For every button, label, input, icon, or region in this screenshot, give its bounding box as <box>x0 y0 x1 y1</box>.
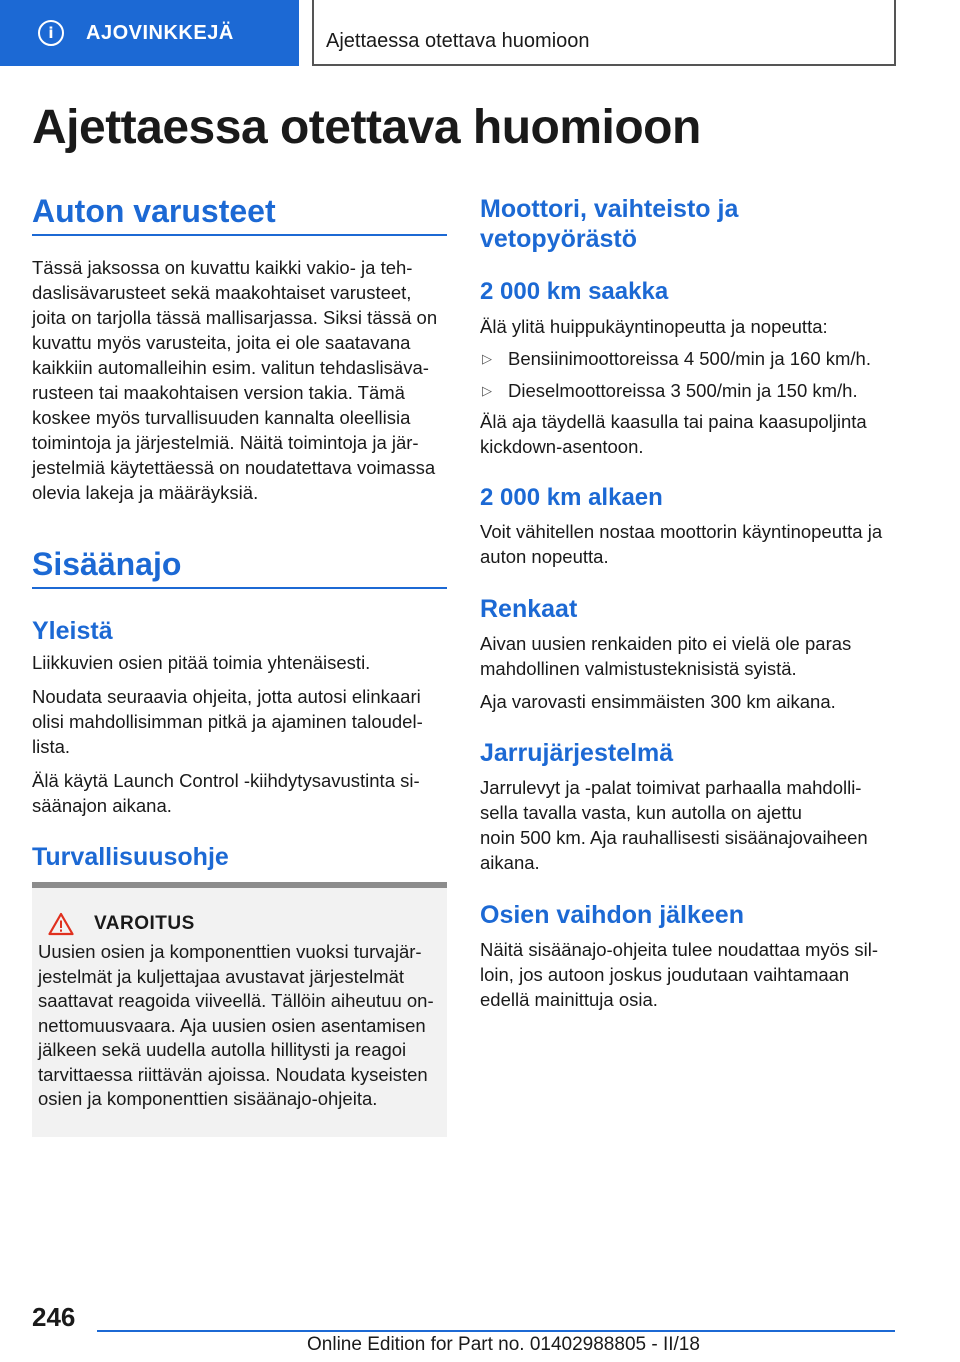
text-line: Näitä sisäänajo-ohjeita tulee noudattaa myös sil- <box>480 939 878 960</box>
heading-sisaanajo: Sisäänajo <box>32 546 182 582</box>
heading-turvallisuusohje: Turvallisuusohje <box>32 843 229 871</box>
text-line: jestelmät ja kuljettajaa avustavat järjestelmät <box>38 965 405 987</box>
triangle-bullet-icon: ▷ <box>482 351 492 366</box>
text-line: Tässä jaksossa on kuvattu kaikki vakio- ja teh- <box>32 257 413 278</box>
equipment-paragraph <box>32 255 452 505</box>
page-number: 246 <box>32 1302 76 1332</box>
warning-triangle-icon <box>48 912 74 936</box>
breadcrumb[interactable] <box>312 0 896 66</box>
text-line: Noudata seuraavia ohjeita, jotta autosi elinkaari <box>32 686 421 707</box>
tires-p2: Aja varovasti ensimmäisten 300 km aikana. <box>480 691 836 712</box>
text-line: kickdown-asentoon. <box>480 436 644 457</box>
text-line: auton nopeutta. <box>480 546 609 567</box>
text-line: koskee myös turvallisuuden kannalta oleellisia <box>32 407 411 428</box>
text-line: osien ja komponenttien sisäänajo-ohjeita. <box>38 1088 378 1109</box>
general-p3 <box>32 768 452 818</box>
text-line: jestelmiä käytettäessä on noudatettava voimassa <box>32 457 436 478</box>
heading-jarrujarjestelma: Jarrujärjestelmä <box>480 739 674 767</box>
heading-moottori <box>480 194 898 254</box>
upto-note <box>480 409 900 459</box>
bullet-text: Dieselmoottoreissa 3 500/min ja 150 km/h. <box>508 380 858 401</box>
text-line: edellä mainittuja osia. <box>480 989 658 1010</box>
text-line: Jarrulevyt ja -palat toimivat parhaalla mahdolli- <box>480 777 862 798</box>
text-line: Voit vähitellen nostaa moottorin käyntinopeutta ja <box>480 521 883 542</box>
text-line: kaikkiin automalleihin esim. valitun tehdaslisäva- <box>32 357 429 378</box>
warning-box <box>32 882 447 1137</box>
text-line: rusteen tai maakohtaisen version takia. Tämä <box>32 382 405 403</box>
text-line: mahdollinen valmistusteknisistä syistä. <box>480 658 797 679</box>
text-line: Älä aja täydellä kaasulla tai paina kaasupoljinta <box>480 411 867 432</box>
text-line: sella tavalla vasta, kun autolla on ajettu <box>480 802 802 823</box>
warning-body <box>38 940 439 1112</box>
heading-rule <box>32 234 447 236</box>
general-p1: Liikkuvien osien pitää toimia yhtenäisesti. <box>32 652 371 673</box>
brakes-paragraph <box>480 775 900 875</box>
list-item <box>480 378 900 403</box>
text-line: jälkeen sekä uudella autolla hillitysti ja reagoi <box>38 1039 407 1060</box>
text-line: toimintoja ja järjestelmiä. Näitä toimintoja ja jär- <box>32 432 419 453</box>
footer-rule <box>97 1330 895 1332</box>
text-line: olisi mahdollisimman pitkä ja ajaminen taloudel- <box>32 711 423 732</box>
chapter-tab-label: AJOVINKKEJÄ <box>86 21 234 44</box>
text-line: noin 500 km. Aja rauhallisesti sisäänajovaiheen <box>480 827 868 848</box>
triangle-bullet-icon: ▷ <box>482 383 492 398</box>
heading-line: vetopyörästö <box>480 225 637 253</box>
heading-rule <box>32 587 447 589</box>
text-line: olevia lakeja ja määräyksiä. <box>32 482 259 503</box>
footer-edition: Online Edition for Part no. 01402988805 - II/18 <box>307 1334 700 1355</box>
heading-2000-alkaen: 2 000 km alkaen <box>480 484 663 511</box>
text-line: loin, jos autoon joskus joudutaan vaihtamaan <box>480 964 850 985</box>
text-line: kuvattu myös varusteita, joita ei ole saatavana <box>32 332 411 353</box>
general-p2 <box>32 684 452 759</box>
text-line: nettomuusvaara. Aja uusien osien asentamisen <box>38 1014 426 1036</box>
parts-paragraph <box>480 937 900 1012</box>
text-line: lista. <box>32 736 71 757</box>
text-line: daslisävarusteet sekä maakohtaiset varusteet, <box>32 282 412 303</box>
heading-line: Moottori, vaihteisto ja <box>480 195 739 223</box>
chapter-tab[interactable] <box>0 0 299 66</box>
text-line: Uusien osien ja komponenttien vuoksi turvajär- <box>38 941 422 962</box>
heading-renkaat: Renkaat <box>480 595 578 623</box>
warning-header <box>48 912 439 936</box>
heading-auton-varusteet: Auton varusteet <box>32 193 276 229</box>
heading-osien-vaihdon: Osien vaihdon jälkeen <box>480 901 744 929</box>
heading-yleista: Yleistä <box>32 617 113 645</box>
text-line: saattavat reagoida viiveellä. Tällöin aiheutuu on- <box>38 990 434 1011</box>
text-line: joita on tarjolla tässä mallisarjassa. Siksi tässä on <box>32 307 438 328</box>
from-paragraph <box>480 519 900 569</box>
text-line: Aivan uusien renkaiden pito ei vielä ole paras <box>480 633 852 654</box>
text-line: tarvittaessa riittävän ajoissa. Noudata kyseisten <box>38 1063 428 1085</box>
text-line: säänajon aikana. <box>32 795 172 816</box>
heading-2000-saakka: 2 000 km saakka <box>480 278 669 305</box>
page-title: Ajettaessa otettava huomioon <box>32 101 701 154</box>
breadcrumb-label: Ajettaessa otettava huomioon <box>326 30 590 52</box>
list-item <box>480 346 900 371</box>
upto-intro: Älä ylitä huippukäyntinopeutta ja nopeutta: <box>480 316 828 337</box>
warning-title: VAROITUS <box>94 913 195 934</box>
info-icon: i <box>38 20 64 46</box>
bullet-text: Bensiinimoottoreissa 4 500/min ja 160 km/h. <box>508 348 871 369</box>
tires-paragraph <box>480 631 900 681</box>
text-line: aikana. <box>480 852 540 873</box>
text-line: Älä käytä Launch Control -kiihdytysavustinta si- <box>32 770 420 791</box>
